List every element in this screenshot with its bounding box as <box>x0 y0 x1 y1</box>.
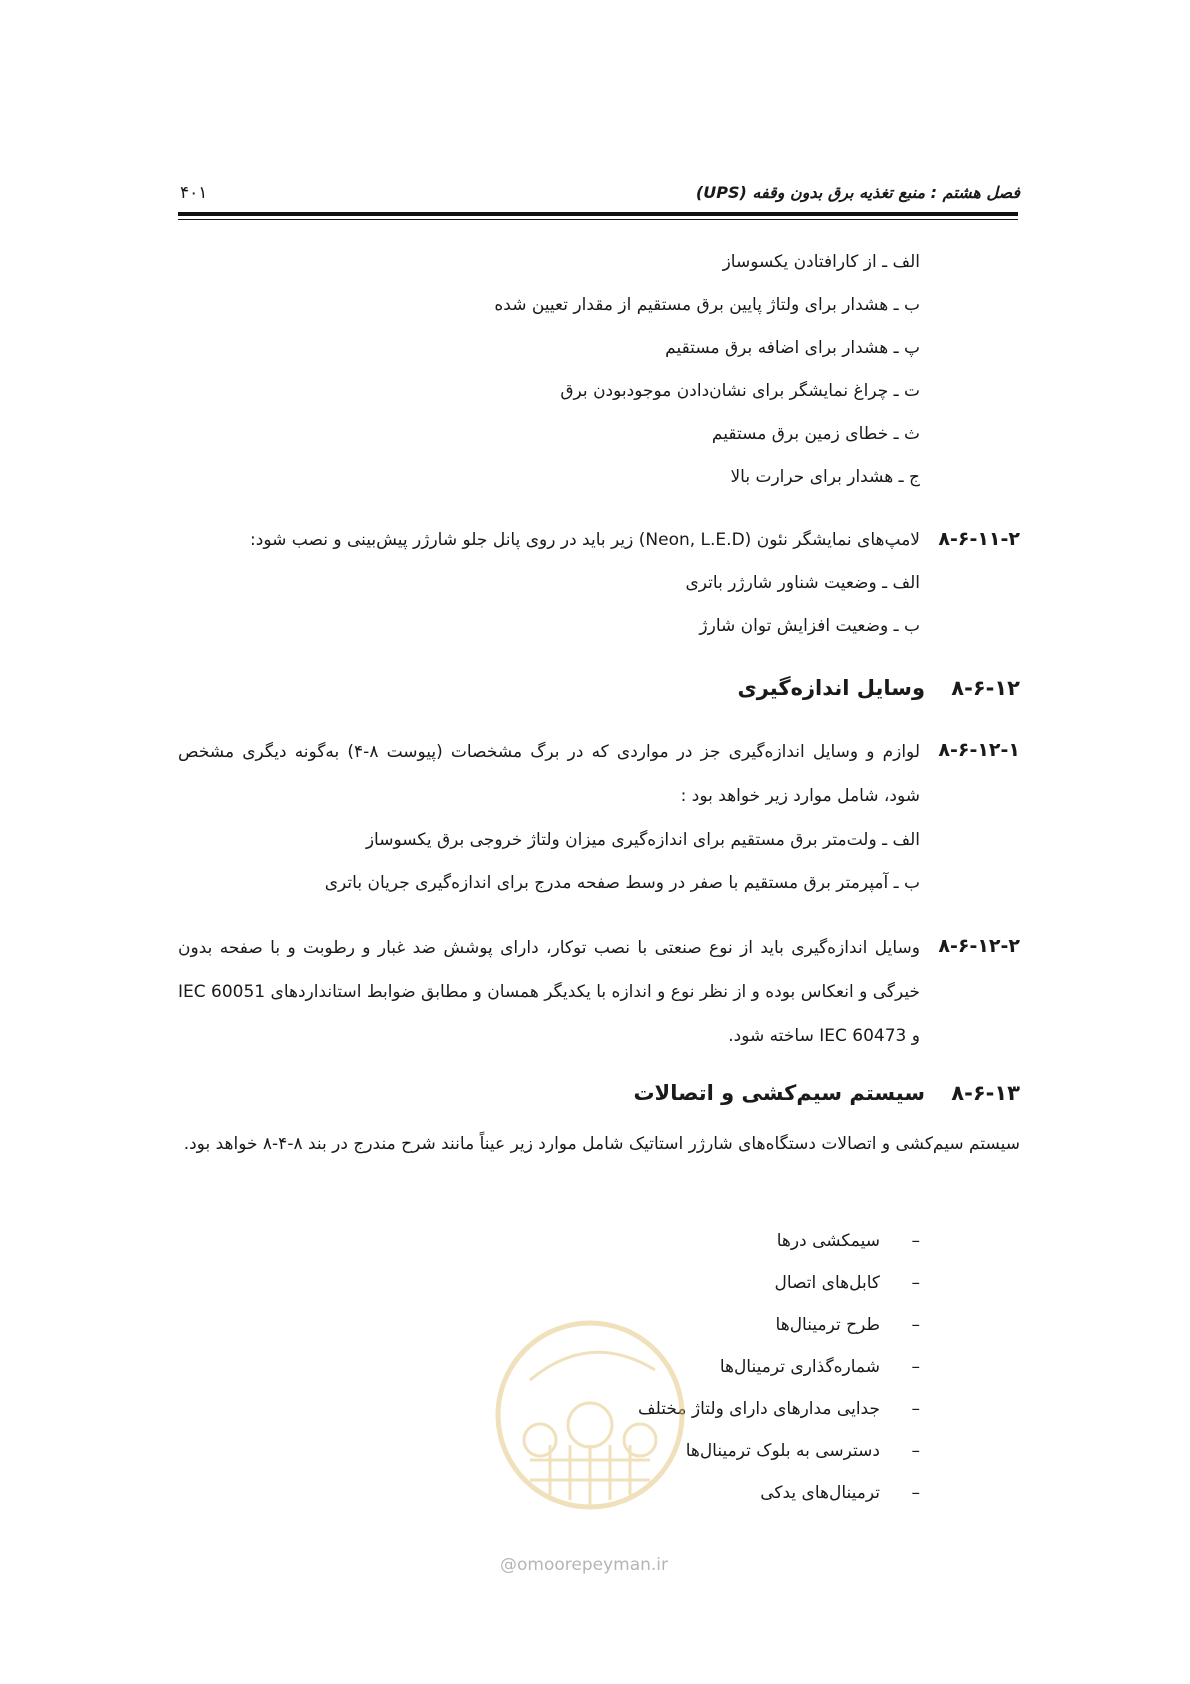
section-title: وسایل اندازه‌گیری <box>737 676 925 700</box>
bullet: – <box>911 1231 920 1251</box>
list-item <box>777 1231 920 1251</box>
section-number: ۸-۶-۱۳ <box>951 1081 1020 1105</box>
bullet: – <box>911 1399 920 1419</box>
list-item <box>686 1441 920 1461</box>
list-item: پ ـ هشدار برای اضافه برق مستقیم <box>665 338 920 358</box>
bullet: – <box>911 1357 920 1377</box>
list-item <box>776 1315 920 1335</box>
bullet: – <box>911 1273 920 1293</box>
list-item <box>760 1483 920 1503</box>
list-item-label: طرح ترمینال‌ها <box>775 1315 880 1335</box>
clause-text: لوازم و وسایل اندازه‌گیری جز در مواردی که در برگ مشخصات (پیوست ۸-۴) به‌گونه دیگری مشخص شود، شامل موارد زیر خواهد بود : <box>178 742 921 806</box>
list-item: ث ـ خطای زمین برق مستقیم <box>711 424 920 444</box>
list-item-label: ترمینال‌های یدکی <box>760 1483 880 1503</box>
bullet: – <box>911 1483 920 1503</box>
bullet: – <box>911 1315 920 1335</box>
chapter-title: فصل هشتم : منبع تغذیه برق بدون وقفه (UPS) <box>695 183 1020 202</box>
clause-text: لامپ‌های نمایشگر نئون (Neon, L.E.D) زیر باید در روی پانل جلو شارژر پیش‌بینی و نصب شود: <box>250 530 920 550</box>
list-item: ت ـ چراغ نمایشگر برای نشان‌دادن موجودبودن برق <box>560 381 920 401</box>
clause-text: وسایل اندازه‌گیری باید از نوع صنعتی با نصب توکار، دارای پوشش ضد غبار و رطوبت و با صفحه بدون خیرگی و انعکاس بوده و از نظر نوع و اندازه با یکدیگر همسان و مطابق ضوابط استانداردهای IEC 60051 و IEC 60473 ساخته شود. <box>178 938 920 1046</box>
list-item: ب ـ آمپرمتر برق مستقیم با صفر در وسط صفحه مدرج برای اندازه‌گیری جریان باتری <box>324 873 920 893</box>
list-item: ب ـ وضعیت افزایش توان شارژ <box>699 616 920 636</box>
section-title: سیستم سیم‌کشی و اتصالات <box>633 1081 925 1105</box>
bullet: – <box>911 1441 920 1461</box>
header-rule-thick <box>178 212 1018 216</box>
list-item-label: دسترسی به بلوک ترمینال‌ها <box>685 1441 880 1461</box>
list-item-label: شماره‌گذاری ترمینال‌ها <box>719 1357 880 1377</box>
list-item <box>775 1273 920 1293</box>
clause-number: ۸-۶-۱۲-۲ <box>938 935 1020 957</box>
clause-number: ۸-۶-۱۲-۱ <box>938 739 1020 761</box>
list-item-label: سیمکشی درها <box>776 1231 880 1251</box>
page-number: ۴۰۱ <box>180 183 208 203</box>
list-item <box>720 1357 920 1377</box>
list-item: الف ـ از کارافتادن یکسوساز <box>722 252 920 272</box>
header-rule-thin <box>178 219 1018 220</box>
watermark-text: @omoorepeyman.ir <box>500 1555 669 1575</box>
list-item: ب ـ هشدار برای ولتاژ پایین برق مستقیم از مقدار تعیین شده <box>494 295 920 315</box>
watermark-logo <box>490 1300 690 1530</box>
section-intro: سیستم سیم‌کشی و اتصالات دستگاه‌های شارژر استاتیک شامل موارد زیر عیناً مانند شرح مندرج در بند ۸-۴-۸ خواهد بود. <box>183 1134 1020 1154</box>
list-item-label: جدایی مدارهای دارای ولتاژ مختلف <box>638 1399 880 1419</box>
section-number: ۸-۶-۱۲ <box>951 676 1020 700</box>
clause-number: ۸-۶-۱۱-۲ <box>938 528 1020 550</box>
list-item: الف ـ وضعیت شناور شارژر باتری <box>685 573 920 593</box>
list-item: الف ـ ولت‌متر برق مستقیم برای اندازه‌گیری میزان ولتاژ خروجی برق یکسوساز <box>365 830 920 850</box>
list-item-label: کابل‌های اتصال <box>774 1273 880 1293</box>
list-item: ج ـ هشدار برای حرارت بالا <box>730 467 920 487</box>
